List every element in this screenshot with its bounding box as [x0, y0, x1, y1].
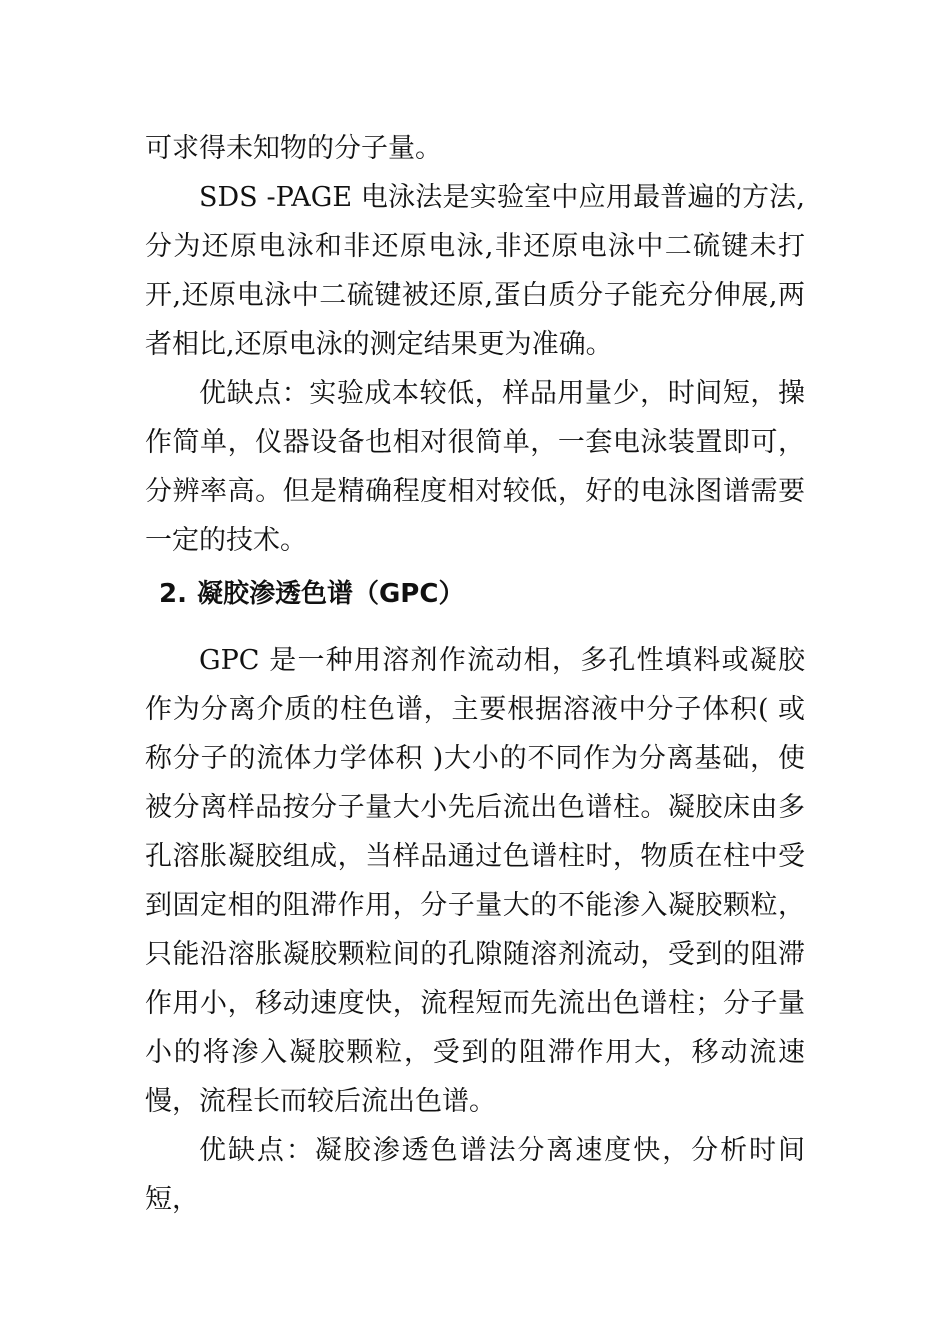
heading-spacer [145, 624, 805, 636]
document-page [145, 124, 805, 1224]
paragraph-gpc-pros-cons: 优缺点：凝胶渗透色谱法分离速度快，分析时间短， [145, 1135, 805, 1215]
section-title: 凝胶渗透色谱（GPC） [196, 579, 465, 609]
paragraph-sds-page: SDS -PAGE 电泳法是实验室中应用最普遍的方法,分为还原电泳和非还原电泳,非还原电泳中二硫键未打开,还原电泳中二硫键被还原,蛋白质分子能充分伸展,两者相比,还原电泳的测定结果更为准确。 [145, 182, 805, 360]
paragraph-sds-pros-cons: 优缺点：实验成本较低，样品用量少，时间短，操作简单，仪器设备也相对很简单，一套电泳装置即可，分辨率高。但是精确程度相对较低，好的电泳图谱需要一定的技术。 [145, 378, 805, 556]
section-heading-gpc [145, 565, 805, 624]
paragraph-gpc-description: GPC 是一种用溶剂作流动相，多孔性填料或凝胶作为分离介质的柱色谱，主要根据溶液中分子体积( 或称分子的流体力学体积 )大小的不同作为分离基础，使被分离样品按分子量大小先后流出色谱柱。凝胶床由多孔溶胀凝胶组成，当样品通过色谱柱时，物质在柱中受到固定相的阻滞作用，分子量大的不能渗入凝胶颗粒，只能沿溶胀凝胶颗粒间的孔隙随溶剂流动，受到的阻滞作用小，移动速度快，流程短而先流出色谱柱；分子量小的将渗入凝胶颗粒，受到的阻滞作用大，移动流速慢，流程长而较后流出色谱。 [145, 645, 805, 1117]
paragraph-continuation: 可求得未知物的分子量。 [145, 133, 442, 164]
section-number: 2. [159, 579, 187, 609]
